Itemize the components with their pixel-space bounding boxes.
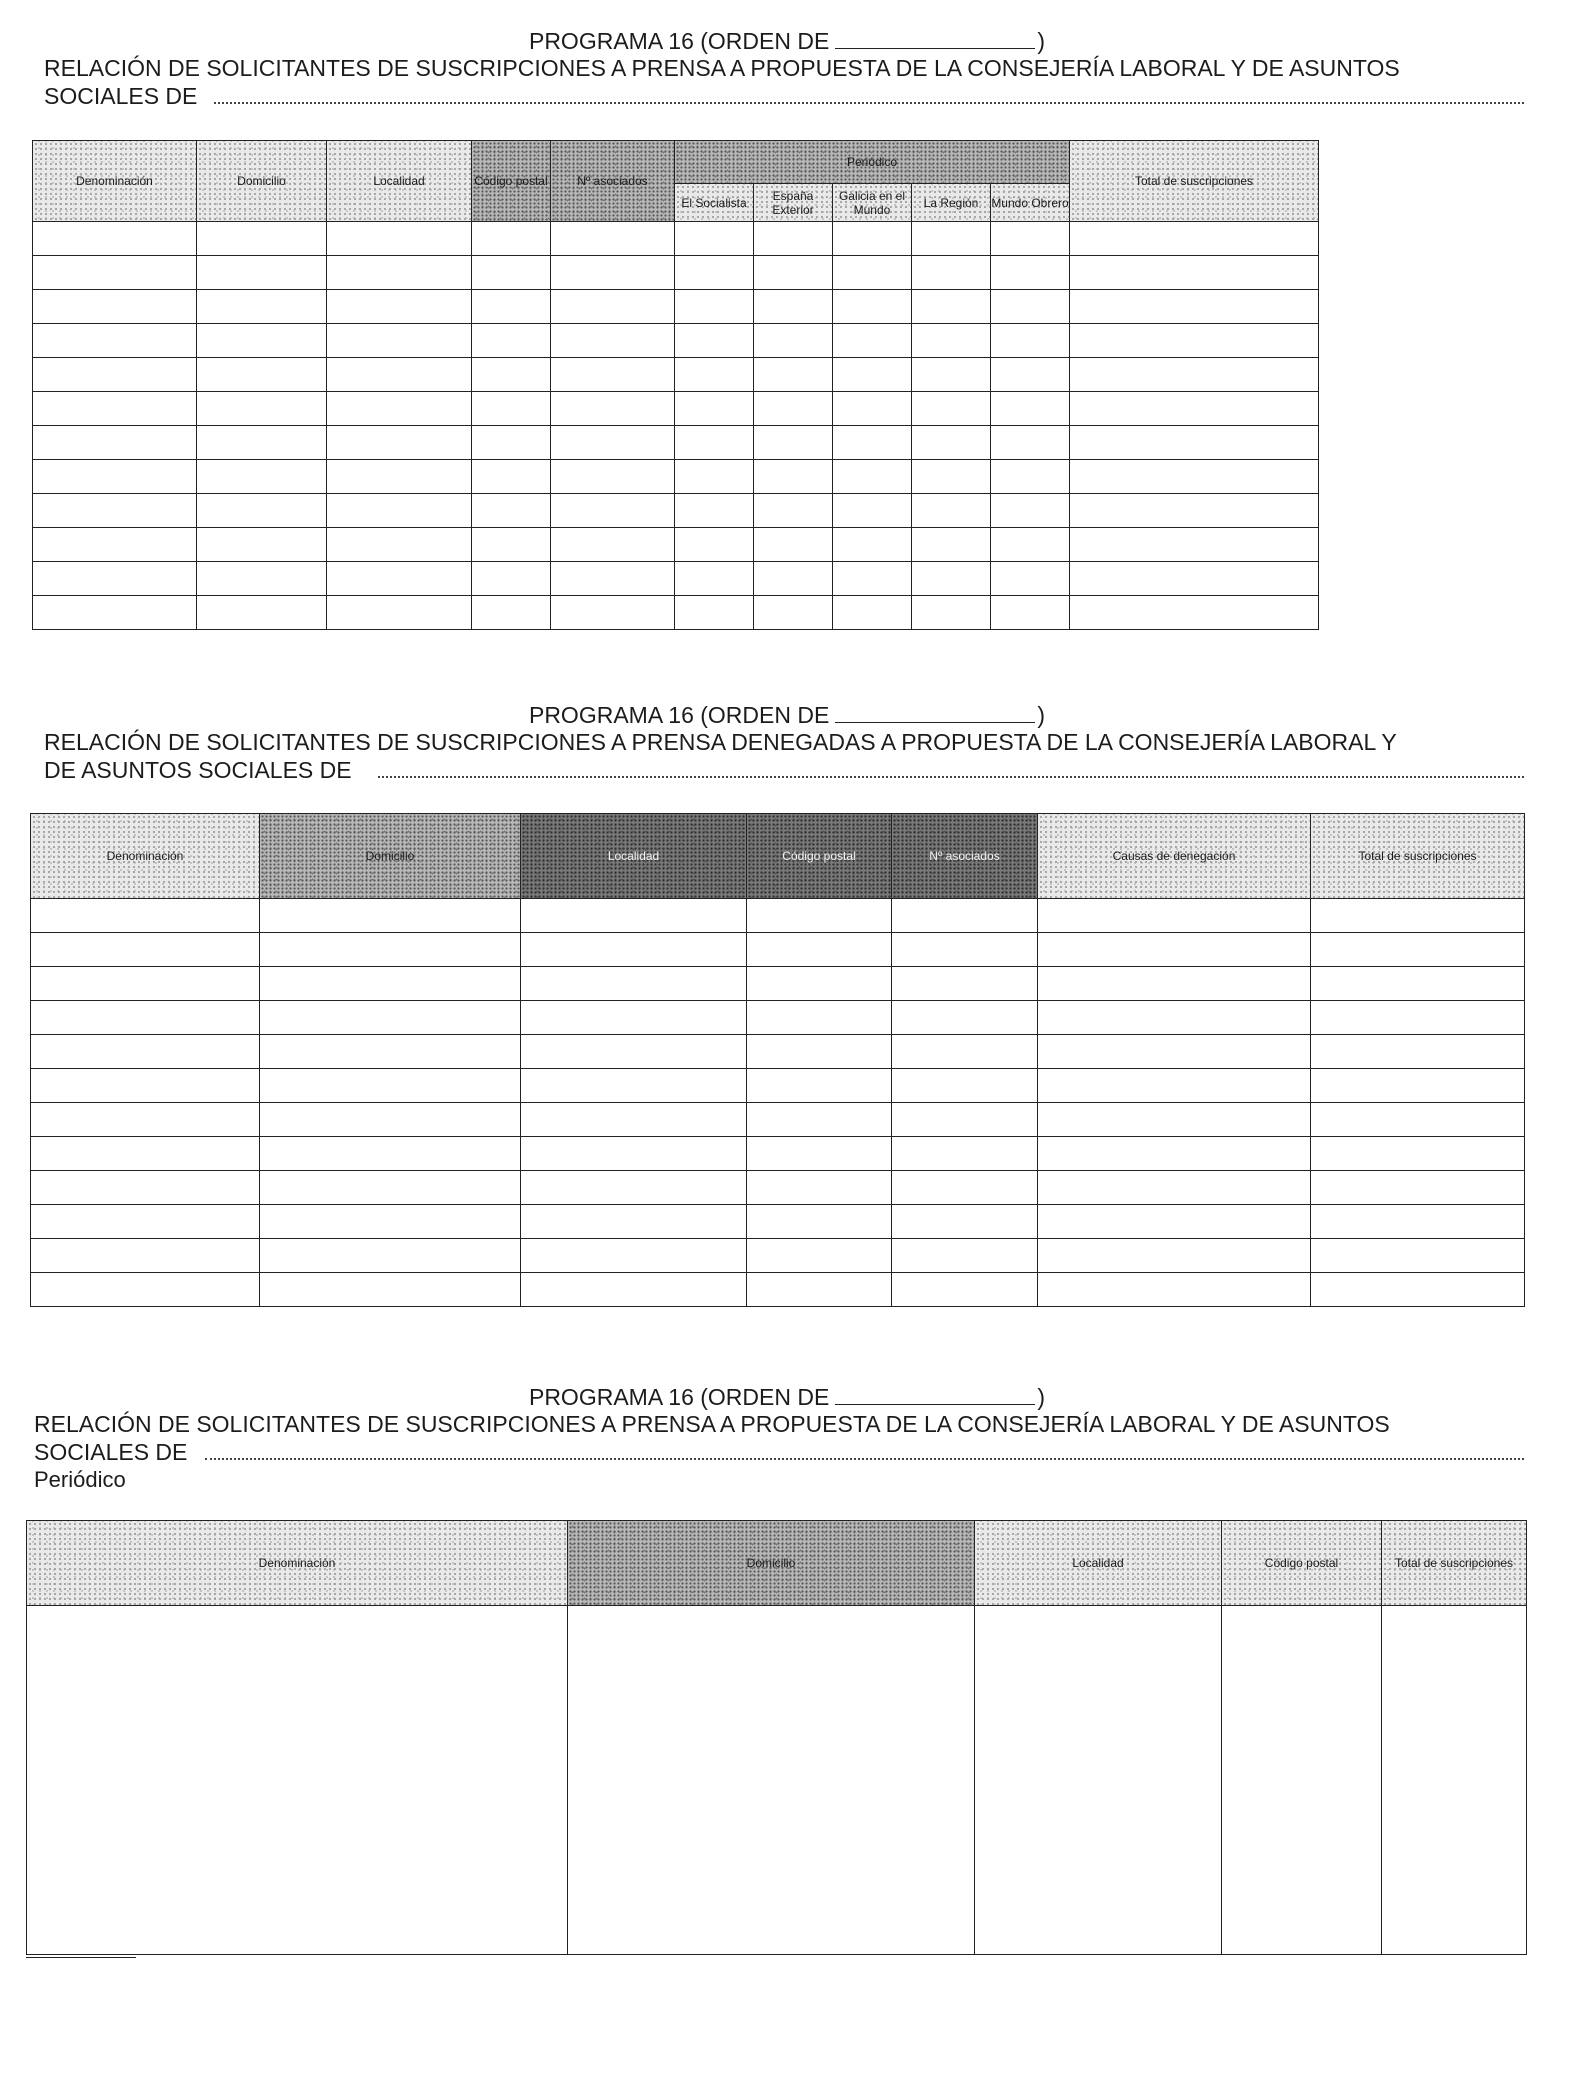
table-row bbox=[33, 358, 1319, 392]
table-cell[interactable] bbox=[892, 1171, 1038, 1205]
table-cell[interactable] bbox=[892, 899, 1038, 933]
table-cell[interactable] bbox=[1070, 494, 1319, 528]
table-cell[interactable] bbox=[327, 494, 472, 528]
cell-localidad[interactable] bbox=[975, 1606, 1222, 1955]
table-cell[interactable] bbox=[33, 562, 197, 596]
table-cell[interactable] bbox=[521, 1137, 747, 1171]
table-cell[interactable] bbox=[1070, 358, 1319, 392]
table-cell[interactable] bbox=[892, 933, 1038, 967]
table-cell[interactable] bbox=[551, 256, 675, 290]
table-cell[interactable] bbox=[327, 358, 472, 392]
header-denominacion: Denominación bbox=[33, 141, 197, 222]
table-cell[interactable] bbox=[991, 324, 1070, 358]
table-cell[interactable] bbox=[1070, 528, 1319, 562]
header-galicia-mundo: Galicia en el Mundo bbox=[833, 184, 912, 222]
table-cell[interactable] bbox=[260, 1103, 521, 1137]
table-cell[interactable] bbox=[31, 1273, 260, 1307]
table-cell[interactable] bbox=[33, 358, 197, 392]
table-cell[interactable] bbox=[833, 562, 912, 596]
section1-line2: SOCIALES DE bbox=[44, 83, 198, 109]
table-cell[interactable] bbox=[912, 256, 991, 290]
table-cell[interactable] bbox=[1038, 1001, 1311, 1035]
table-row bbox=[33, 596, 1319, 630]
table-cell[interactable] bbox=[1070, 222, 1319, 256]
table-cell[interactable] bbox=[31, 1035, 260, 1069]
header-localidad: Localidad bbox=[327, 141, 472, 222]
table-cell[interactable] bbox=[675, 460, 754, 494]
table-cell[interactable] bbox=[551, 324, 675, 358]
table-cell[interactable] bbox=[472, 290, 551, 324]
table-cell[interactable] bbox=[833, 596, 912, 630]
section3-dotted-fill[interactable] bbox=[205, 1458, 1524, 1460]
table-cell[interactable] bbox=[1311, 1069, 1525, 1103]
section3-periodico-label: Periódico bbox=[34, 1467, 126, 1492]
table-cell[interactable] bbox=[551, 222, 675, 256]
table-cell[interactable] bbox=[33, 528, 197, 562]
table-cell[interactable] bbox=[991, 460, 1070, 494]
table-cell[interactable] bbox=[675, 562, 754, 596]
table-cell[interactable] bbox=[33, 256, 197, 290]
table-cell[interactable] bbox=[912, 358, 991, 392]
table-cell[interactable] bbox=[521, 967, 747, 1001]
table-cell[interactable] bbox=[991, 358, 1070, 392]
table-cell[interactable] bbox=[675, 528, 754, 562]
table-cell[interactable] bbox=[327, 460, 472, 494]
table-cell[interactable] bbox=[1311, 1171, 1525, 1205]
table-cell[interactable] bbox=[892, 1001, 1038, 1035]
table-cell[interactable] bbox=[31, 1205, 260, 1239]
table-cell[interactable] bbox=[521, 1273, 747, 1307]
table-cell[interactable] bbox=[1311, 1035, 1525, 1069]
table-cell[interactable] bbox=[551, 528, 675, 562]
table-cell[interactable] bbox=[197, 494, 327, 528]
table-cell[interactable] bbox=[551, 494, 675, 528]
table-row bbox=[31, 1273, 1525, 1307]
table-row bbox=[31, 1171, 1525, 1205]
header-domicilio: Domicilio bbox=[197, 141, 327, 222]
table-cell[interactable] bbox=[991, 290, 1070, 324]
table-cell[interactable] bbox=[327, 596, 472, 630]
table-cell[interactable] bbox=[551, 358, 675, 392]
header-codigo-postal: Código postal bbox=[1222, 1521, 1382, 1606]
section3-line1: RELACIÓN DE SOLICITANTES DE SUSCRIPCIONES A PRENSA A PROPUESTA DE LA CONSEJERÍA LABORAL Y DE ASUNTOS bbox=[34, 1411, 1390, 1437]
table-cell[interactable] bbox=[754, 290, 833, 324]
table-cell[interactable] bbox=[833, 460, 912, 494]
table-cell[interactable] bbox=[521, 1205, 747, 1239]
table-cell[interactable] bbox=[1070, 256, 1319, 290]
table-row bbox=[33, 494, 1319, 528]
table-cell[interactable] bbox=[833, 392, 912, 426]
table-cell[interactable] bbox=[521, 899, 747, 933]
table-cell[interactable] bbox=[197, 596, 327, 630]
table-cell[interactable] bbox=[521, 933, 747, 967]
table-cell[interactable] bbox=[1311, 967, 1525, 1001]
table-cell[interactable] bbox=[747, 1103, 892, 1137]
table-cell[interactable] bbox=[472, 358, 551, 392]
table-cell[interactable] bbox=[472, 256, 551, 290]
section2-title: PROGRAMA 16 (ORDEN DE ) bbox=[528, 702, 1045, 728]
header-asociados: Nº asociados bbox=[892, 814, 1038, 899]
table-cell[interactable] bbox=[1070, 426, 1319, 460]
table-cell[interactable] bbox=[754, 426, 833, 460]
section1-line1: RELACIÓN DE SOLICITANTES DE SUSCRIPCIONES A PRENSA A PROPUESTA DE LA CONSEJERÍA LABORAL Y DE ASUNTOS bbox=[44, 55, 1400, 81]
table-cell[interactable] bbox=[991, 528, 1070, 562]
section3-line2: SOCIALES DE bbox=[34, 1439, 188, 1465]
table-cell[interactable] bbox=[260, 899, 521, 933]
table-row bbox=[31, 1035, 1525, 1069]
table-cell[interactable] bbox=[521, 1239, 747, 1273]
table-row bbox=[33, 222, 1319, 256]
header-denominacion: Denominación bbox=[31, 814, 260, 899]
table-row bbox=[33, 290, 1319, 324]
table-cell[interactable] bbox=[31, 1137, 260, 1171]
table-cell[interactable] bbox=[912, 222, 991, 256]
table-row bbox=[33, 392, 1319, 426]
table-cell[interactable] bbox=[747, 1239, 892, 1273]
table-cell[interactable] bbox=[912, 290, 991, 324]
table-cell[interactable] bbox=[754, 222, 833, 256]
table-row bbox=[31, 967, 1525, 1001]
header-domicilio: Domicilio bbox=[568, 1521, 975, 1606]
header-total: Total de suscripciones bbox=[1070, 141, 1319, 222]
table-cell[interactable] bbox=[31, 967, 260, 1001]
section2-line1: RELACIÓN DE SOLICITANTES DE SUSCRIPCIONES A PRENSA DENEGADAS A PROPUESTA DE LA CONSEJERÍA LABORAL Y bbox=[44, 729, 1397, 755]
table-cell[interactable] bbox=[197, 256, 327, 290]
table-cell[interactable] bbox=[521, 1171, 747, 1205]
table-cell[interactable] bbox=[1070, 596, 1319, 630]
table-cell[interactable] bbox=[747, 1069, 892, 1103]
table-cell[interactable] bbox=[327, 392, 472, 426]
table-cell[interactable] bbox=[33, 324, 197, 358]
section3-title: PROGRAMA 16 (ORDEN DE ) bbox=[528, 1384, 1045, 1410]
table-cell[interactable] bbox=[892, 1035, 1038, 1069]
table-cell[interactable] bbox=[260, 967, 521, 1001]
table-cell[interactable] bbox=[833, 426, 912, 460]
table-cell[interactable] bbox=[472, 222, 551, 256]
table-cell[interactable] bbox=[1070, 324, 1319, 358]
table-cell[interactable] bbox=[675, 392, 754, 426]
table-cell[interactable] bbox=[754, 324, 833, 358]
table-row bbox=[31, 1239, 1525, 1273]
table-cell[interactable] bbox=[472, 562, 551, 596]
table-cell[interactable] bbox=[1311, 1239, 1525, 1273]
table-cell[interactable] bbox=[991, 562, 1070, 596]
table-cell[interactable] bbox=[991, 596, 1070, 630]
header-espana-exterior: España Exterior bbox=[754, 184, 833, 222]
table-cell[interactable] bbox=[327, 426, 472, 460]
table-cell[interactable] bbox=[1070, 460, 1319, 494]
table-row bbox=[33, 256, 1319, 290]
table-cell[interactable] bbox=[31, 1001, 260, 1035]
table-cell[interactable] bbox=[1311, 1205, 1525, 1239]
table-row bbox=[33, 426, 1319, 460]
header-la-region: La Región bbox=[912, 184, 991, 222]
header-total: Total de suscripciones bbox=[1311, 814, 1525, 899]
table-cell[interactable] bbox=[991, 256, 1070, 290]
table-cell[interactable] bbox=[260, 1273, 521, 1307]
table-cell[interactable] bbox=[892, 1137, 1038, 1171]
table-body-section3 bbox=[27, 1606, 1527, 1955]
header-periodico: Periódico bbox=[675, 141, 1070, 184]
table-cell[interactable] bbox=[675, 494, 754, 528]
table-cell[interactable] bbox=[833, 494, 912, 528]
table-cell[interactable] bbox=[675, 222, 754, 256]
order-blank-2[interactable] bbox=[835, 702, 1035, 723]
table-cell[interactable] bbox=[747, 1273, 892, 1307]
table-section1 bbox=[32, 140, 1319, 630]
table-cell[interactable] bbox=[260, 1137, 521, 1171]
table-cell[interactable] bbox=[31, 1103, 260, 1137]
table-cell[interactable] bbox=[747, 1035, 892, 1069]
section1-dotted-fill[interactable] bbox=[214, 102, 1524, 104]
table-cell[interactable] bbox=[472, 596, 551, 630]
header-codigo-postal: Código postal bbox=[747, 814, 892, 899]
table-row bbox=[27, 1606, 1527, 1955]
table-row bbox=[31, 1069, 1525, 1103]
table-cell[interactable] bbox=[754, 528, 833, 562]
table-cell[interactable] bbox=[833, 222, 912, 256]
section2-line2: DE ASUNTOS SOCIALES DE bbox=[44, 757, 352, 783]
cell-codigo-postal[interactable] bbox=[1222, 1606, 1382, 1955]
table-cell[interactable] bbox=[260, 1035, 521, 1069]
table-cell[interactable] bbox=[747, 1205, 892, 1239]
table-cell[interactable] bbox=[1038, 1239, 1311, 1273]
table-cell[interactable] bbox=[754, 460, 833, 494]
table-cell[interactable] bbox=[1311, 899, 1525, 933]
table-cell[interactable] bbox=[754, 596, 833, 630]
table-cell[interactable] bbox=[31, 1069, 260, 1103]
table-cell[interactable] bbox=[892, 967, 1038, 1001]
table-cell[interactable] bbox=[754, 562, 833, 596]
table-cell[interactable] bbox=[1038, 1069, 1311, 1103]
section1-title: PROGRAMA 16 (ORDEN DE ) bbox=[528, 28, 1045, 54]
table-cell[interactable] bbox=[675, 324, 754, 358]
table-cell[interactable] bbox=[1038, 1035, 1311, 1069]
table-cell[interactable] bbox=[33, 460, 197, 494]
table-cell[interactable] bbox=[1311, 1273, 1525, 1307]
bottom-rule bbox=[26, 1957, 136, 1958]
table-cell[interactable] bbox=[521, 1103, 747, 1137]
table-cell[interactable] bbox=[991, 426, 1070, 460]
header-mundo-obrero: Mundo Obrero bbox=[991, 184, 1070, 222]
table-cell[interactable] bbox=[472, 392, 551, 426]
table-cell[interactable] bbox=[551, 562, 675, 596]
table-cell[interactable] bbox=[1038, 1103, 1311, 1137]
table-cell[interactable] bbox=[1038, 1273, 1311, 1307]
table-cell[interactable] bbox=[197, 392, 327, 426]
table-cell[interactable] bbox=[747, 1001, 892, 1035]
table-cell[interactable] bbox=[260, 1069, 521, 1103]
table-cell[interactable] bbox=[1311, 933, 1525, 967]
table-cell[interactable] bbox=[472, 460, 551, 494]
table-section3 bbox=[26, 1520, 1527, 1955]
table-cell[interactable] bbox=[521, 1069, 747, 1103]
table-cell[interactable] bbox=[33, 596, 197, 630]
table-cell[interactable] bbox=[912, 596, 991, 630]
table-cell[interactable] bbox=[912, 392, 991, 426]
table-cell[interactable] bbox=[675, 256, 754, 290]
table-cell[interactable] bbox=[833, 290, 912, 324]
header-denominacion: Denominación bbox=[27, 1521, 568, 1606]
table-cell[interactable] bbox=[912, 426, 991, 460]
table-cell[interactable] bbox=[1038, 1137, 1311, 1171]
table-cell[interactable] bbox=[327, 324, 472, 358]
table-cell[interactable] bbox=[327, 562, 472, 596]
table-cell[interactable] bbox=[912, 528, 991, 562]
table-cell[interactable] bbox=[747, 1171, 892, 1205]
table-body-section2 bbox=[31, 899, 1525, 1307]
table-cell[interactable] bbox=[33, 494, 197, 528]
table-cell[interactable] bbox=[33, 392, 197, 426]
table-cell[interactable] bbox=[472, 528, 551, 562]
header-localidad: Localidad bbox=[521, 814, 747, 899]
table-cell[interactable] bbox=[472, 324, 551, 358]
table-cell[interactable] bbox=[892, 1239, 1038, 1273]
table-cell[interactable] bbox=[1311, 1137, 1525, 1171]
table-cell[interactable] bbox=[991, 494, 1070, 528]
table-row bbox=[31, 1103, 1525, 1137]
table-cell[interactable] bbox=[675, 596, 754, 630]
table-cell[interactable] bbox=[33, 426, 197, 460]
table-cell[interactable] bbox=[551, 392, 675, 426]
table-cell[interactable] bbox=[833, 358, 912, 392]
table-cell[interactable] bbox=[1038, 933, 1311, 967]
header-codigo-postal: Código postal bbox=[472, 141, 551, 222]
table-cell[interactable] bbox=[197, 528, 327, 562]
table-cell[interactable] bbox=[1038, 1205, 1311, 1239]
table-row bbox=[31, 933, 1525, 967]
table-cell[interactable] bbox=[675, 290, 754, 324]
table-row bbox=[33, 562, 1319, 596]
table-cell[interactable] bbox=[754, 392, 833, 426]
table-cell[interactable] bbox=[833, 256, 912, 290]
cell-denominacion[interactable] bbox=[27, 1606, 568, 1955]
table-cell[interactable] bbox=[991, 222, 1070, 256]
table-body-section1 bbox=[33, 222, 1319, 630]
table-cell[interactable] bbox=[675, 426, 754, 460]
table-cell[interactable] bbox=[33, 222, 197, 256]
table-cell[interactable] bbox=[260, 1001, 521, 1035]
table-cell[interactable] bbox=[197, 324, 327, 358]
table-cell[interactable] bbox=[197, 460, 327, 494]
table-cell[interactable] bbox=[31, 899, 260, 933]
table-cell[interactable] bbox=[1070, 392, 1319, 426]
table-cell[interactable] bbox=[260, 933, 521, 967]
table-cell[interactable] bbox=[912, 562, 991, 596]
table-cell[interactable] bbox=[1038, 1171, 1311, 1205]
table-cell[interactable] bbox=[1070, 562, 1319, 596]
order-blank-1[interactable] bbox=[835, 28, 1035, 49]
table-cell[interactable] bbox=[472, 426, 551, 460]
table-cell[interactable] bbox=[197, 426, 327, 460]
cell-total[interactable] bbox=[1382, 1606, 1527, 1955]
table-row bbox=[33, 528, 1319, 562]
table-cell[interactable] bbox=[675, 358, 754, 392]
header-total: Total de suscripciones bbox=[1382, 1521, 1527, 1606]
table-cell[interactable] bbox=[472, 494, 551, 528]
order-blank-3[interactable] bbox=[835, 1384, 1035, 1405]
table-cell[interactable] bbox=[327, 222, 472, 256]
header-domicilio: Domicilio bbox=[260, 814, 521, 899]
table-row bbox=[31, 1001, 1525, 1035]
table-cell[interactable] bbox=[260, 1171, 521, 1205]
header-localidad: Localidad bbox=[975, 1521, 1222, 1606]
table-cell[interactable] bbox=[912, 324, 991, 358]
table-cell[interactable] bbox=[747, 967, 892, 1001]
table-cell[interactable] bbox=[747, 1137, 892, 1171]
table-cell[interactable] bbox=[260, 1239, 521, 1273]
table-cell[interactable] bbox=[197, 358, 327, 392]
table-cell[interactable] bbox=[31, 933, 260, 967]
header-el-socialista: El Socialista bbox=[675, 184, 754, 222]
table-cell[interactable] bbox=[31, 1239, 260, 1273]
table-cell[interactable] bbox=[551, 460, 675, 494]
table-cell[interactable] bbox=[747, 933, 892, 967]
section2-dotted-fill[interactable] bbox=[378, 776, 1524, 778]
table-cell[interactable] bbox=[260, 1205, 521, 1239]
table-row bbox=[33, 460, 1319, 494]
table-row bbox=[31, 1137, 1525, 1171]
table-row bbox=[31, 1205, 1525, 1239]
table-cell[interactable] bbox=[197, 562, 327, 596]
table-section2 bbox=[30, 813, 1525, 1307]
table-cell[interactable] bbox=[551, 426, 675, 460]
table-cell[interactable] bbox=[521, 1001, 747, 1035]
table-cell[interactable] bbox=[1038, 967, 1311, 1001]
table-cell[interactable] bbox=[521, 1035, 747, 1069]
table-cell[interactable] bbox=[31, 1171, 260, 1205]
table-row bbox=[33, 324, 1319, 358]
table-cell[interactable] bbox=[892, 1205, 1038, 1239]
table-cell[interactable] bbox=[327, 290, 472, 324]
table-cell[interactable] bbox=[747, 899, 892, 933]
cell-domicilio[interactable] bbox=[568, 1606, 975, 1955]
table-cell[interactable] bbox=[327, 528, 472, 562]
table-cell[interactable] bbox=[1038, 899, 1311, 933]
table-cell[interactable] bbox=[754, 494, 833, 528]
table-cell[interactable] bbox=[1311, 1103, 1525, 1137]
table-cell[interactable] bbox=[197, 290, 327, 324]
table-cell[interactable] bbox=[754, 256, 833, 290]
table-cell[interactable] bbox=[892, 1103, 1038, 1137]
table-cell[interactable] bbox=[197, 222, 327, 256]
table-cell[interactable] bbox=[912, 494, 991, 528]
table-row bbox=[31, 899, 1525, 933]
table-cell[interactable] bbox=[551, 290, 675, 324]
table-cell[interactable] bbox=[327, 256, 472, 290]
table-cell[interactable] bbox=[1311, 1001, 1525, 1035]
table-cell[interactable] bbox=[1070, 290, 1319, 324]
table-cell[interactable] bbox=[892, 1273, 1038, 1307]
table-cell[interactable] bbox=[551, 596, 675, 630]
table-cell[interactable] bbox=[991, 392, 1070, 426]
table-cell[interactable] bbox=[33, 290, 197, 324]
table-cell[interactable] bbox=[833, 324, 912, 358]
table-cell[interactable] bbox=[754, 358, 833, 392]
header-asociados: Nº asociados bbox=[551, 141, 675, 222]
table-cell[interactable] bbox=[892, 1069, 1038, 1103]
table-cell[interactable] bbox=[833, 528, 912, 562]
table-cell[interactable] bbox=[912, 460, 991, 494]
header-causas-denegacion: Causas de denegación bbox=[1038, 814, 1311, 899]
